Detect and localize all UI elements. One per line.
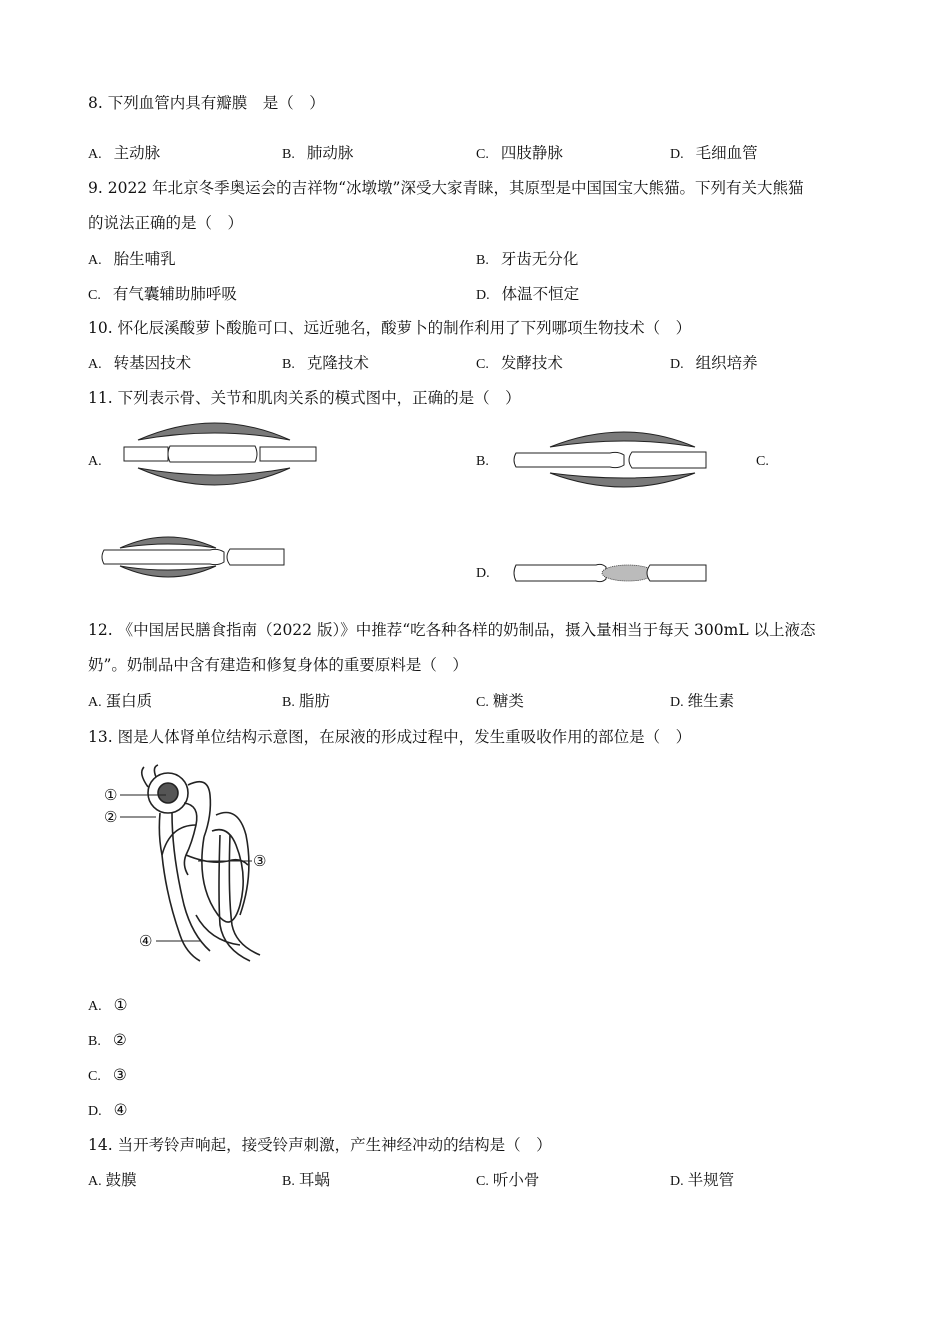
q12-option-b: B. 脂肪 bbox=[282, 692, 330, 710]
q13-figure-label-4: ④ bbox=[139, 932, 153, 950]
q13-option-b: B. ② bbox=[88, 1031, 127, 1049]
q8-stem: 8. 下列血管内具有瓣膜 是（ ） bbox=[88, 94, 325, 112]
q10-option-b: B. 克隆技术 bbox=[282, 354, 369, 372]
q14-option-c: C. 听小骨 bbox=[476, 1171, 540, 1189]
q10-stem: 10. 怀化辰溪酸萝卜酸脆可口、远近驰名，酸萝卜的制作利用了下列哪项生物技术（ ） bbox=[88, 319, 692, 337]
q13-figure-label-2: ② bbox=[104, 808, 118, 826]
q13-figure-label-3: ③ bbox=[253, 852, 267, 870]
q13-option-d: D. ④ bbox=[88, 1101, 128, 1119]
q9-stem-line1: 9. 2022 年北京冬季奥运会的吉祥物“冰墩墩”深受大家青睐，其原型是中国国宝大熊猫。下列有关大熊猫 bbox=[88, 179, 804, 197]
q11-option-d-label: D. bbox=[476, 566, 490, 581]
q11-figure-b bbox=[510, 425, 710, 495]
q11-stem: 11. 下列表示骨、关节和肌肉关系的模式图中，正确的是（ ） bbox=[88, 389, 521, 407]
q11-figure-a bbox=[120, 418, 320, 490]
q13-stem: 13. 图是人体肾单位结构示意图，在尿液的形成过程中，发生重吸收作用的部位是（ ） bbox=[88, 728, 692, 746]
q8-option-a: A. 主动脉 bbox=[88, 144, 161, 162]
q9-option-d: D. 体温不恒定 bbox=[476, 285, 580, 303]
q9-option-b: B. 牙齿无分化 bbox=[476, 250, 579, 268]
q11-option-b-label: B. bbox=[476, 454, 489, 469]
q13-option-c: C. ③ bbox=[88, 1066, 127, 1084]
q14-option-b: B. 耳蜗 bbox=[282, 1171, 330, 1189]
q11-figure-c bbox=[98, 530, 288, 582]
q12-option-a: A. 蛋白质 bbox=[88, 692, 153, 710]
q14-option-d: D. 半规管 bbox=[670, 1171, 735, 1189]
q14-stem: 14. 当开考铃声响起，接受铃声刺激，产生神经冲动的结构是（ ） bbox=[88, 1136, 552, 1154]
q8-option-d: D. 毛细血管 bbox=[670, 144, 758, 162]
q8-option-c: C. 四肢静脉 bbox=[476, 144, 563, 162]
q13-option-a: A. ① bbox=[88, 996, 128, 1014]
q14-option-a: A. 鼓膜 bbox=[88, 1171, 137, 1189]
q11-option-a-label: A. bbox=[88, 454, 102, 469]
q12-stem-line1: 12. 《中国居民膳食指南（2022 版）》中推荐“吃各种各样的奶制品，摄入量相当于每天 300mL 以上液态 bbox=[88, 621, 816, 639]
q13-figure-label-1: ① bbox=[104, 786, 118, 804]
q8-option-b: B. 肺动脉 bbox=[282, 144, 354, 162]
q12-option-d: D. 维生素 bbox=[670, 692, 735, 710]
q9-option-c: C. 有气囊辅助肺呼吸 bbox=[88, 285, 237, 303]
q10-option-d: D. 组织培养 bbox=[670, 354, 758, 372]
q9-stem-line2: 的说法正确的是（ ） bbox=[88, 214, 244, 232]
q12-stem-line2: 奶”。奶制品中含有建造和修复身体的重要原料是（ ） bbox=[88, 656, 468, 674]
q12-option-c: C. 糖类 bbox=[476, 692, 524, 710]
q11-figure-d bbox=[510, 556, 710, 590]
q10-option-a: A. 转基因技术 bbox=[88, 354, 192, 372]
q10-option-c: C. 发酵技术 bbox=[476, 354, 563, 372]
q11-option-c-label: C. bbox=[756, 454, 769, 469]
q9-option-a: A. 胎生哺乳 bbox=[88, 250, 176, 268]
